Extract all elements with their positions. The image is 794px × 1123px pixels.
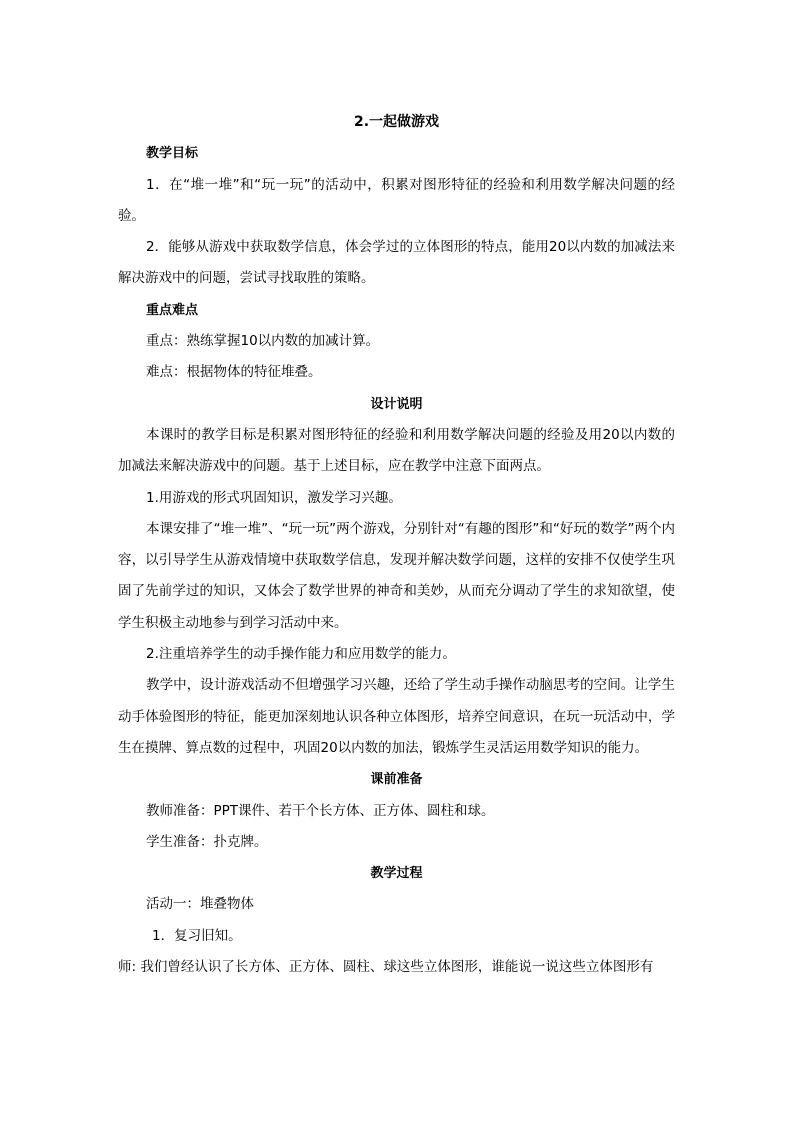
process-heading: 教学过程 (370, 866, 423, 882)
activity-1-title: 活动一：堆叠物体 (146, 896, 254, 913)
design-point1-body: 本课安排了“堆一堆”、“玩一玩”两个游戏，分别针对“有趣的图形”和“好玩的数学”两个内容，以引导学生从游戏情境中获取数学信息，发现并解决数学问题，这样的安排不仅使学生巩固了先前学过的知识，又体会了数学世界的神奇和美妙，从而充分调动了学生的求知欲望，使学生积极主动地参与到学习活动中来。 (118, 520, 675, 631)
goal-item-1: 1．在“堆一堆”和“玩一玩”的活动中，积累对图形特征的经验和利用数学解决问题的经验。 (118, 176, 675, 224)
student-prep: 学生准备：扑克牌。 (146, 833, 268, 850)
goals-heading: 教学目标 (146, 146, 199, 162)
keypoints-heading: 重点难点 (146, 302, 199, 318)
document-title: 2.一起做游戏 (353, 114, 440, 130)
design-point2-body: 教学中，设计游戏活动不但增强学习兴趣，还给了学生动手操作动脑思考的空间。让学生动手体验图形的特征，能更加深刻地认识各种立体图形，培养空间意识，在玩一玩活动中，学生在摸牌、算点数的过程中，巩固20以内数的加法，锻炼学生灵活运用数学知识的能力。 (118, 677, 675, 756)
difficulty-point: 难点：根据物体的特征堆叠。 (146, 364, 322, 381)
teacher-prep: 教师准备：PPT课件、若干个长方体、正方体、圆柱和球。 (146, 802, 495, 819)
document-body (118, 107, 675, 983)
design-heading: 设计说明 (370, 396, 423, 412)
key-point: 重点：熟练掌握10以内数的加减计算。 (146, 333, 380, 350)
design-point2-title: 2.注重培养学生的动手操作能力和应用数学的能力。 (146, 646, 456, 663)
goal-item-2: 2．能够从游戏中获取数学信息，体会学过的立体图形的特点，能用20以内数的加减法来解决游戏中的问题，尝试寻找取胜的策略。 (118, 239, 675, 287)
design-point1-title: 1.用游戏的形式巩固知识，激发学习兴趣。 (146, 489, 402, 506)
step-1: 1．复习旧知。 (152, 927, 242, 944)
teacher-dialogue: 师: 我们曾经认识了长方体、正方体、圆柱、球这些立体图形，谁能说一说这些立体图形有 (118, 959, 654, 976)
design-intro: 本课时的教学目标是积累对图形特征的经验和利用数学解决问题的经验及用20以内数的加减法来解决游戏中的问题。基于上述目标，应在教学中注意下面两点。 (118, 426, 675, 475)
prep-heading: 课前准备 (370, 772, 423, 788)
